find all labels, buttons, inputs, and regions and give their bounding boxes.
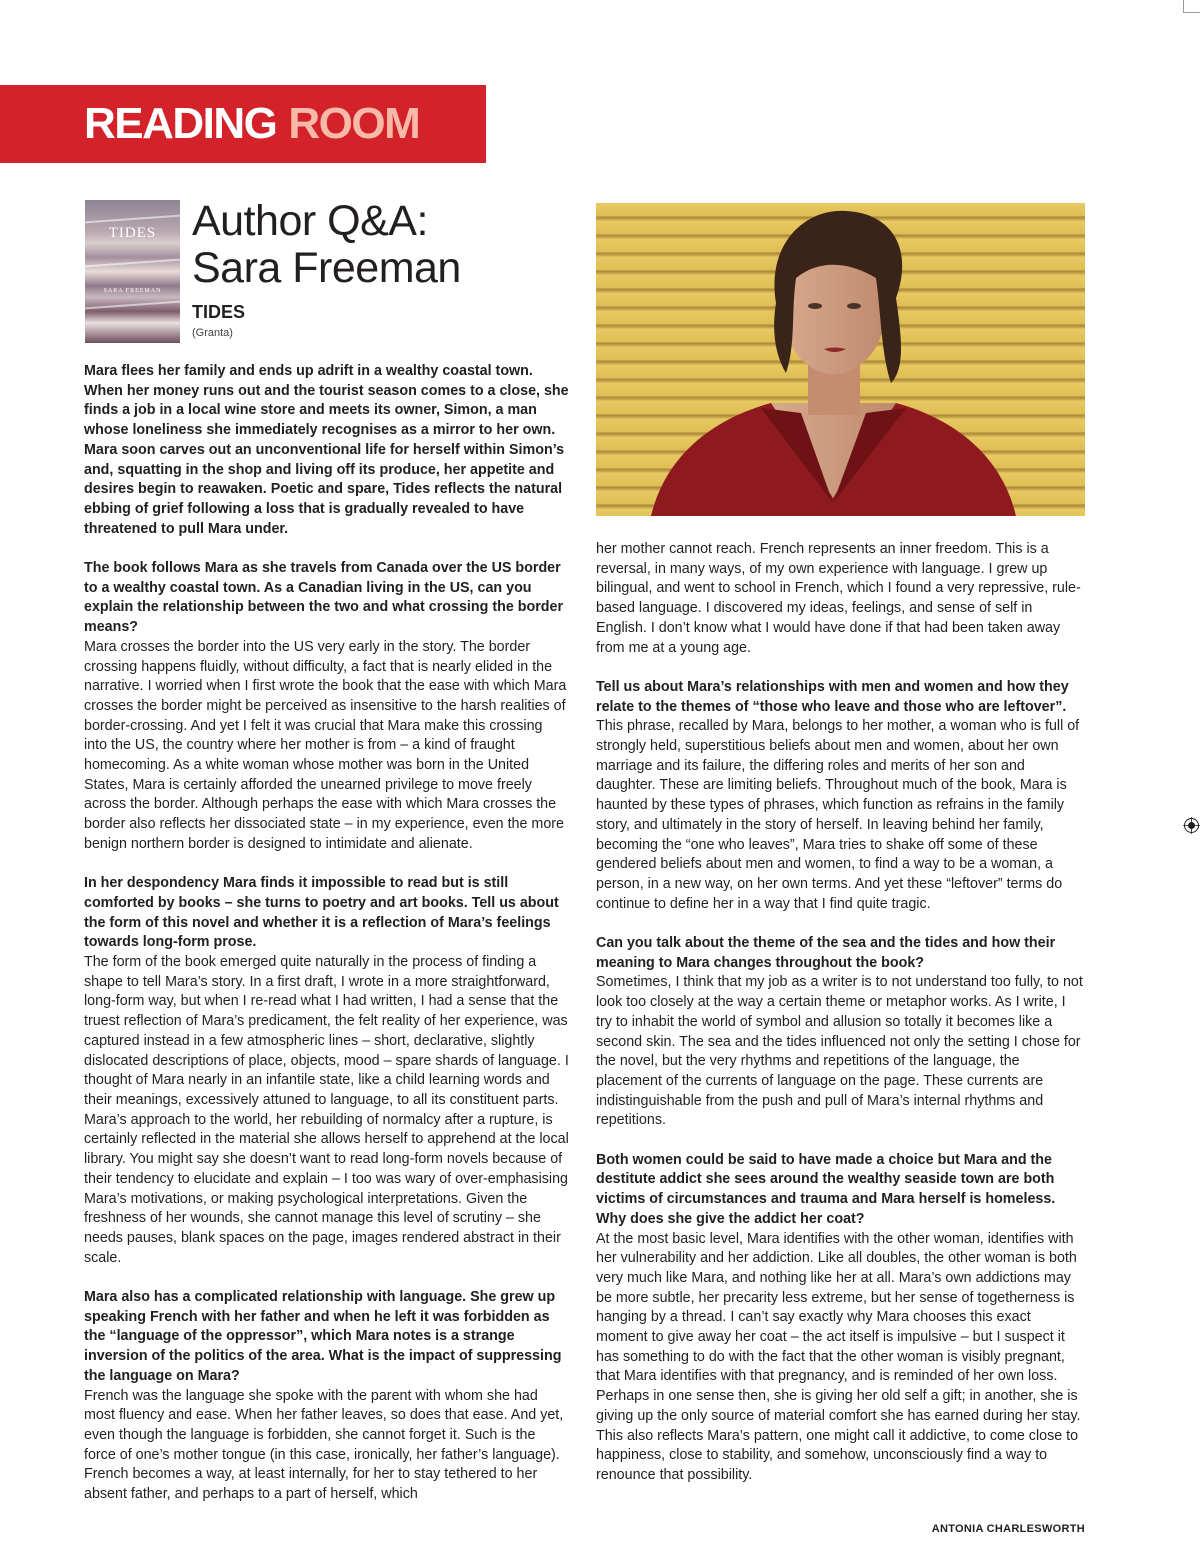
section-title-word1: READING: [84, 99, 277, 148]
section-title-word2: ROOM: [288, 99, 420, 148]
question: The book follows Mara as she travels from Canada over the US border to a wealthy coastal town. As a Canadian living in the US, can you explain the relationship between the two and what crossing the border means?: [84, 560, 564, 636]
answer: Mara crosses the border into the US very early in the story. The border crossing happens fluidly, without difficulty, a fact that is nearly elided in the narrative. I worried when I first wrote the book that the ease with which Mara crosses the border might be perceived as insensitive to the harsh realities of border-crossing. And yet I felt it was crucial that Mara make this crossing into the US, the country where her mother is from – a kind of fraught homecoming. As a white woman whose mother was born in the United States, Mara is certainly afforded the unearned privilege to move freely across the border. Although perhaps the ease with which Mara crosses the border also reflects her dissociated state – in my experience, even the more benign northern border is designed to intimidate and alienate.: [84, 638, 567, 852]
qa-block: [84, 1288, 569, 1505]
question: Both women could be said to have made a choice but Mara and the destitute addict she sees around the wealthy seaside town are both victims of circumstances and trauma and Mara herself is homeless. Why does she give the addict her coat?: [596, 1151, 1056, 1227]
book-cover-image: [85, 200, 180, 343]
byline-author: ANTONIA CHARLESWORTH: [931, 1523, 1085, 1535]
article-column-left: [84, 362, 569, 1524]
answer: French was the language she spoke with the parent with whom she had most fluency and ease. When her father leaves, so does that ease. And yet, even though the language is forbidden, she cannot forget it. Such is the force of one’s mother tongue (in this case, ironically, her father’s language). French becomes a way, at least internally, for her to stay tethered to her absent father, and perhaps to a part of herself, which: [84, 1387, 564, 1503]
qa-block: [596, 1151, 1085, 1486]
question: Tell us about Mara’s relationships with men and women and how they relate to the themes of “those who leave and those who are leftover”.: [596, 678, 1069, 715]
crop-mark-vertical: [1183, 0, 1184, 12]
publisher: (Granta): [192, 327, 233, 339]
intro-paragraph: Mara flees her family and ends up adrift in a wealthy coastal town. When her money runs out and the tourist season comes to a close, she finds a job in a local wine store and meets its owner, Simon, a man whose loneliness she immediately recognises as a mirror to her own. Mara soon carves out an unconventional life for herself within Simon’s and, squatting in the shop and living off its produce, her appetite and desires begin to reawaken. Poetic and spare, Tides reflects the natural ebbing of grief following a loss that is gradually revealed to have threatened to pull Mara under.: [84, 363, 569, 537]
author-portrait-photo: [596, 203, 1085, 516]
cover-texture: [85, 300, 180, 309]
cover-title: TIDES: [108, 225, 157, 241]
question: Can you talk about the theme of the sea and the tides and how their meaning to Mara changes throughout the book?: [596, 935, 1056, 971]
crosshair-registration-icon: [1183, 817, 1200, 834]
crop-mark-horizontal: [1183, 12, 1200, 13]
headline-line-1: Author Q&A:: [192, 197, 428, 245]
qa-block: [84, 559, 569, 855]
answer: The form of the book emerged quite naturally in the process of finding a shape to tell Mara’s story. In a first draft, I wrote in a more straightforward, long-form way, but when I re-read what I had written, I had a sense that the truest reflection of Mara’s predicament, the felt reality of her experience, was captured instead in a few atmospheric lines – short, declarative, slightly dislocated descriptions of place, objects, mood – spare shards of language. I thought of Mara nearly in an infantile state, like a child learning words and their meanings, excessively attuned to language, to all its constituent parts. Mara’s approach to the world, her rebuilding of normalcy after a rupture, is certainly reflected in the material she allows herself to apprehend at the local library. You might say she doesn’t want to read long-form novels because of their tendency to elucidate and explain – I too was wary of over-emphasising Mara’s motivations, or making psychological interpretations. Given the freshness of her wounds, she cannot manage this level of scrutiny – she needs pauses, blank spaces on the page, images rendered abstract in their scale.: [84, 954, 569, 1266]
qa-block: [596, 934, 1085, 1131]
answer: Sometimes, I think that my job as a writer is to not understand too fully, to not look too closely at the way a certain theme or metaphor works. As I write, I try to inhabit the world of symbol and allusion so totally it becomes like a second skin. The sea and the tides influenced not only the setting I chose for the novel, but the very rhythms and repetitions of the language, the placement of the currents of language on the page. These currents are indistinguishable from the push and pull of Mara’s internal rhythms and repetitions.: [596, 974, 1083, 1129]
article-column-right: [596, 540, 1085, 1505]
cover-author: SARA FREEMAN: [103, 288, 162, 294]
question: Mara also has a complicated relationship with language. She grew up speaking French with her father and when he left it was forbidden as the “language of the oppressor”, which Mara notes is a strange inversion of the politics of the area. What is the impact of suppressing the language on Mara?: [84, 1289, 562, 1384]
article-headline: [192, 198, 572, 292]
answer: At the most basic level, Mara identifies with the other woman, identifies with her vulnerability and her addiction. Like all doubles, the other woman is both very much like Mara, and nothing like her at all. Mara’s own addictions may be more subtle, her precarity less extreme, but her sense of togetherness is hanging by a thread. I can’t say exactly why Mara chooses this exact moment to give away her coat – the act itself is impulsive – but I suspect it has something to do with the fact that the other woman is visibly pregnant, that Mara identifies with that pregnancy, and is reminded of her own loss. Perhaps in one sense then, she is giving her old self a gift; in another, she is giving up the only source of material comfort she has earned during her stay. This also reflects Mara’s pattern, one might call it addictive, to come close to happiness, close to stability, and somehow, unconsciously find a way to renounce that possibility.: [596, 1230, 1081, 1483]
answer-continued: her mother cannot reach. French represents an inner freedom. This is a reversal, in many ways, of my own experience with language. I grew up bilingual, and went to school in French, which I found a very repressive, rule-based language. I discovered my ideas, feelings, and sense of self in English. I don’t know what I would have done if that had been taken away from me at a young age.: [596, 541, 1081, 656]
book-title: TIDES: [192, 302, 246, 322]
answer: This phrase, recalled by Mara, belongs to her mother, a woman who is full of strongly held, superstitious beliefs about men and women, about her own marriage and its failure, the differing roles and merits of her son and daughter. These are limiting beliefs. Throughout much of the book, Mara is haunted by these types of phrases, which function as refrains in the family story, and ultimately in the story of herself. In leaving behind her family, becoming the “one who leaves”, Mara tries to shake off some of these gendered beliefs about men and women, to find a way to be a woman, a person, in a new way, on her own terms. And yet these “leftover” terms do continue to define her in a way that I find quite tragic.: [596, 718, 1080, 912]
portrait-illustration: [596, 203, 1085, 516]
section-title: [84, 99, 419, 149]
qa-block: [84, 874, 569, 1268]
qa-block: [596, 678, 1085, 914]
cover-texture: [85, 258, 180, 267]
cover-texture: [85, 214, 180, 223]
section-banner: [0, 85, 486, 163]
headline-line-2: Sara Freeman: [192, 244, 461, 292]
question: In her despondency Mara finds it impossible to read but is still comforted by books – she turns to poetry and art books. Tell us about the form of this novel and whether it is a reflection of Mara’s feelings towards long-form prose.: [84, 875, 559, 951]
